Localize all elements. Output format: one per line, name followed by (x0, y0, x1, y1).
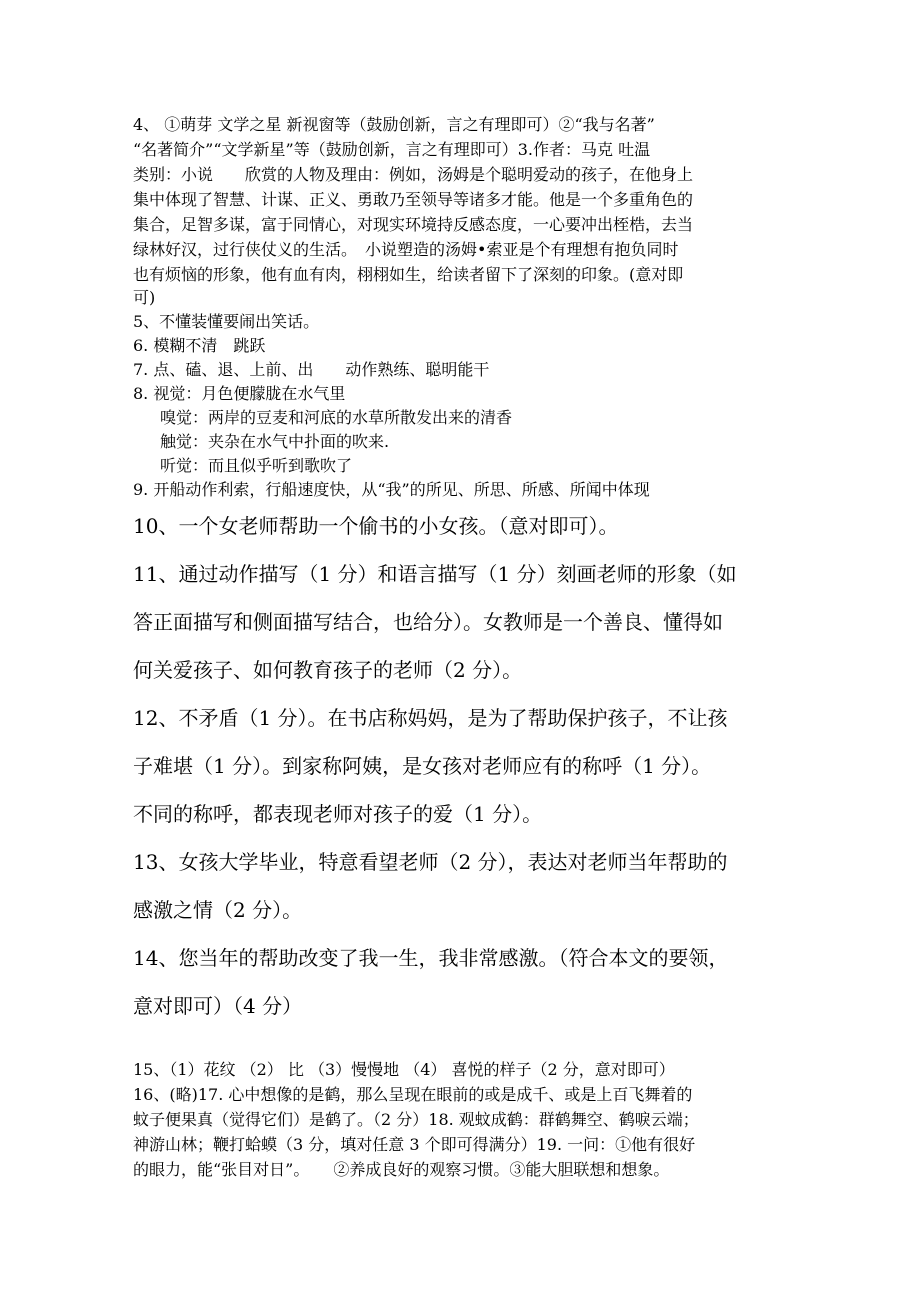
answer-7: 7. 点、磕、退、上前、出 动作熟练、聪明能干 (133, 360, 490, 379)
answer-12-line-2: 子难堪（1 分）。到家称阿姨，是女孩对老师应有的称呼（1 分）。 (133, 754, 712, 778)
answer-4-line-3: 类别：小说 欣赏的人物及理由：例如，汤姆是个聪明爱动的孩子，在他身上 (133, 165, 694, 184)
answer-13-line-1: 13、女孩大学毕业，特意看望老师（2 分），表达对老师当年帮助的 (133, 850, 728, 874)
answer-10: 10、一个女老师帮助一个偷书的小女孩。（意对即可）。 (133, 514, 619, 538)
answer-8-smell: 嗅觉：两岸的豆麦和河底的水草所散发出来的清香 (160, 408, 513, 427)
answer-4-line-4: 集中体现了智慧、计谋、正义、勇敢乃至领导等诸多才能。他是一个多重角色的 (133, 190, 694, 209)
answer-8-hearing: 听觉：而且似乎听到歌吹了 (160, 456, 353, 475)
answer-11-line-2: 答正面描写和侧面描写结合，也给分）。女教师是一个善良、懂得如 (133, 610, 723, 634)
answer-8-visual: 8. 视觉：月色便朦胧在水气里 (133, 384, 346, 403)
answer-15-19-line-3: 蚊子便果真（觉得它们）是鹤了。（2 分）18. 观蚊成鹤：群鹤舞空、鹤唳云端； (133, 1110, 699, 1129)
answer-4-line-1: 4、 ①萌芽 文学之星 新视窗等（鼓励创新，言之有理即可）②“我与名著” (133, 115, 655, 134)
answer-5: 5、不懂装懂要闹出笑话。 (133, 312, 320, 331)
answer-15-19-line-2: 16、(略)17. 心中想像的是鹤，那么呈现在眼前的或是成千、或是上百飞舞着的 (133, 1085, 693, 1104)
answer-4-line-8: 可) (133, 288, 156, 307)
answer-12-line-1: 12、不矛盾（1 分）。在书店称妈妈，是为了帮助保护孩子，不让孩 (133, 706, 728, 730)
answer-15-19-line-5: 的眼力，能“张目对日”。 ②养成良好的观察习惯。③能大胆联想和想象。 (133, 1160, 670, 1179)
answer-14-line-2: 意对即可）（4 分） (133, 994, 303, 1018)
answer-4-line-2: “名著简介”“文学新星”等（鼓励创新，言之有理即可）3.作者：马克 吐温 (133, 140, 651, 159)
answer-4-line-5: 集合，足智多谋，富于同情心，对现实环境持反感态度，一心要冲出桎梏，去当 (133, 215, 694, 234)
answer-15-19-line-4: 神游山林；鞭打蛤蟆（3 分，填对任意 3 个即可得满分）19. 一问：①他有很好 (133, 1135, 696, 1154)
answer-13-line-2: 感激之情（2 分）。 (133, 898, 303, 922)
answer-6: 6. 模糊不清 跳跃 (133, 336, 266, 355)
answer-14-line-1: 14、您当年的帮助改变了我一生，我非常感激。（符合本文的要领， (133, 946, 729, 970)
answer-12-line-3: 不同的称呼，都表现老师对孩子的爱（1 分）。 (133, 802, 543, 826)
answer-8-touch: 触觉：夹杂在水气中扑面的吹来. (160, 432, 390, 451)
answer-4-line-6: 绿林好汉，过行侠仗义的生活。 小说塑造的汤姆•索亚是个有理想有抱负同时 (133, 240, 679, 259)
answer-4-line-7: 也有烦恼的形象，他有血有肉，栩栩如生，给读者留下了深刻的印象。(意对即 (133, 265, 684, 284)
answer-15-19-line-1: 15、（1）花纹 （2） 比 （3）慢慢地 （4） 喜悦的样子（2 分，意对即可） (133, 1060, 675, 1079)
answer-11-line-1: 11、通过动作描写（1 分）和语言描写（1 分）刻画老师的形象（如 (133, 562, 737, 586)
answer-11-line-3: 何关爱孩子、如何教育孩子的老师（2 分）。 (133, 658, 523, 682)
answer-9: 9. 开船动作利索，行船速度快，从“我”的所见、所思、所感、所闻中体现 (133, 480, 650, 499)
